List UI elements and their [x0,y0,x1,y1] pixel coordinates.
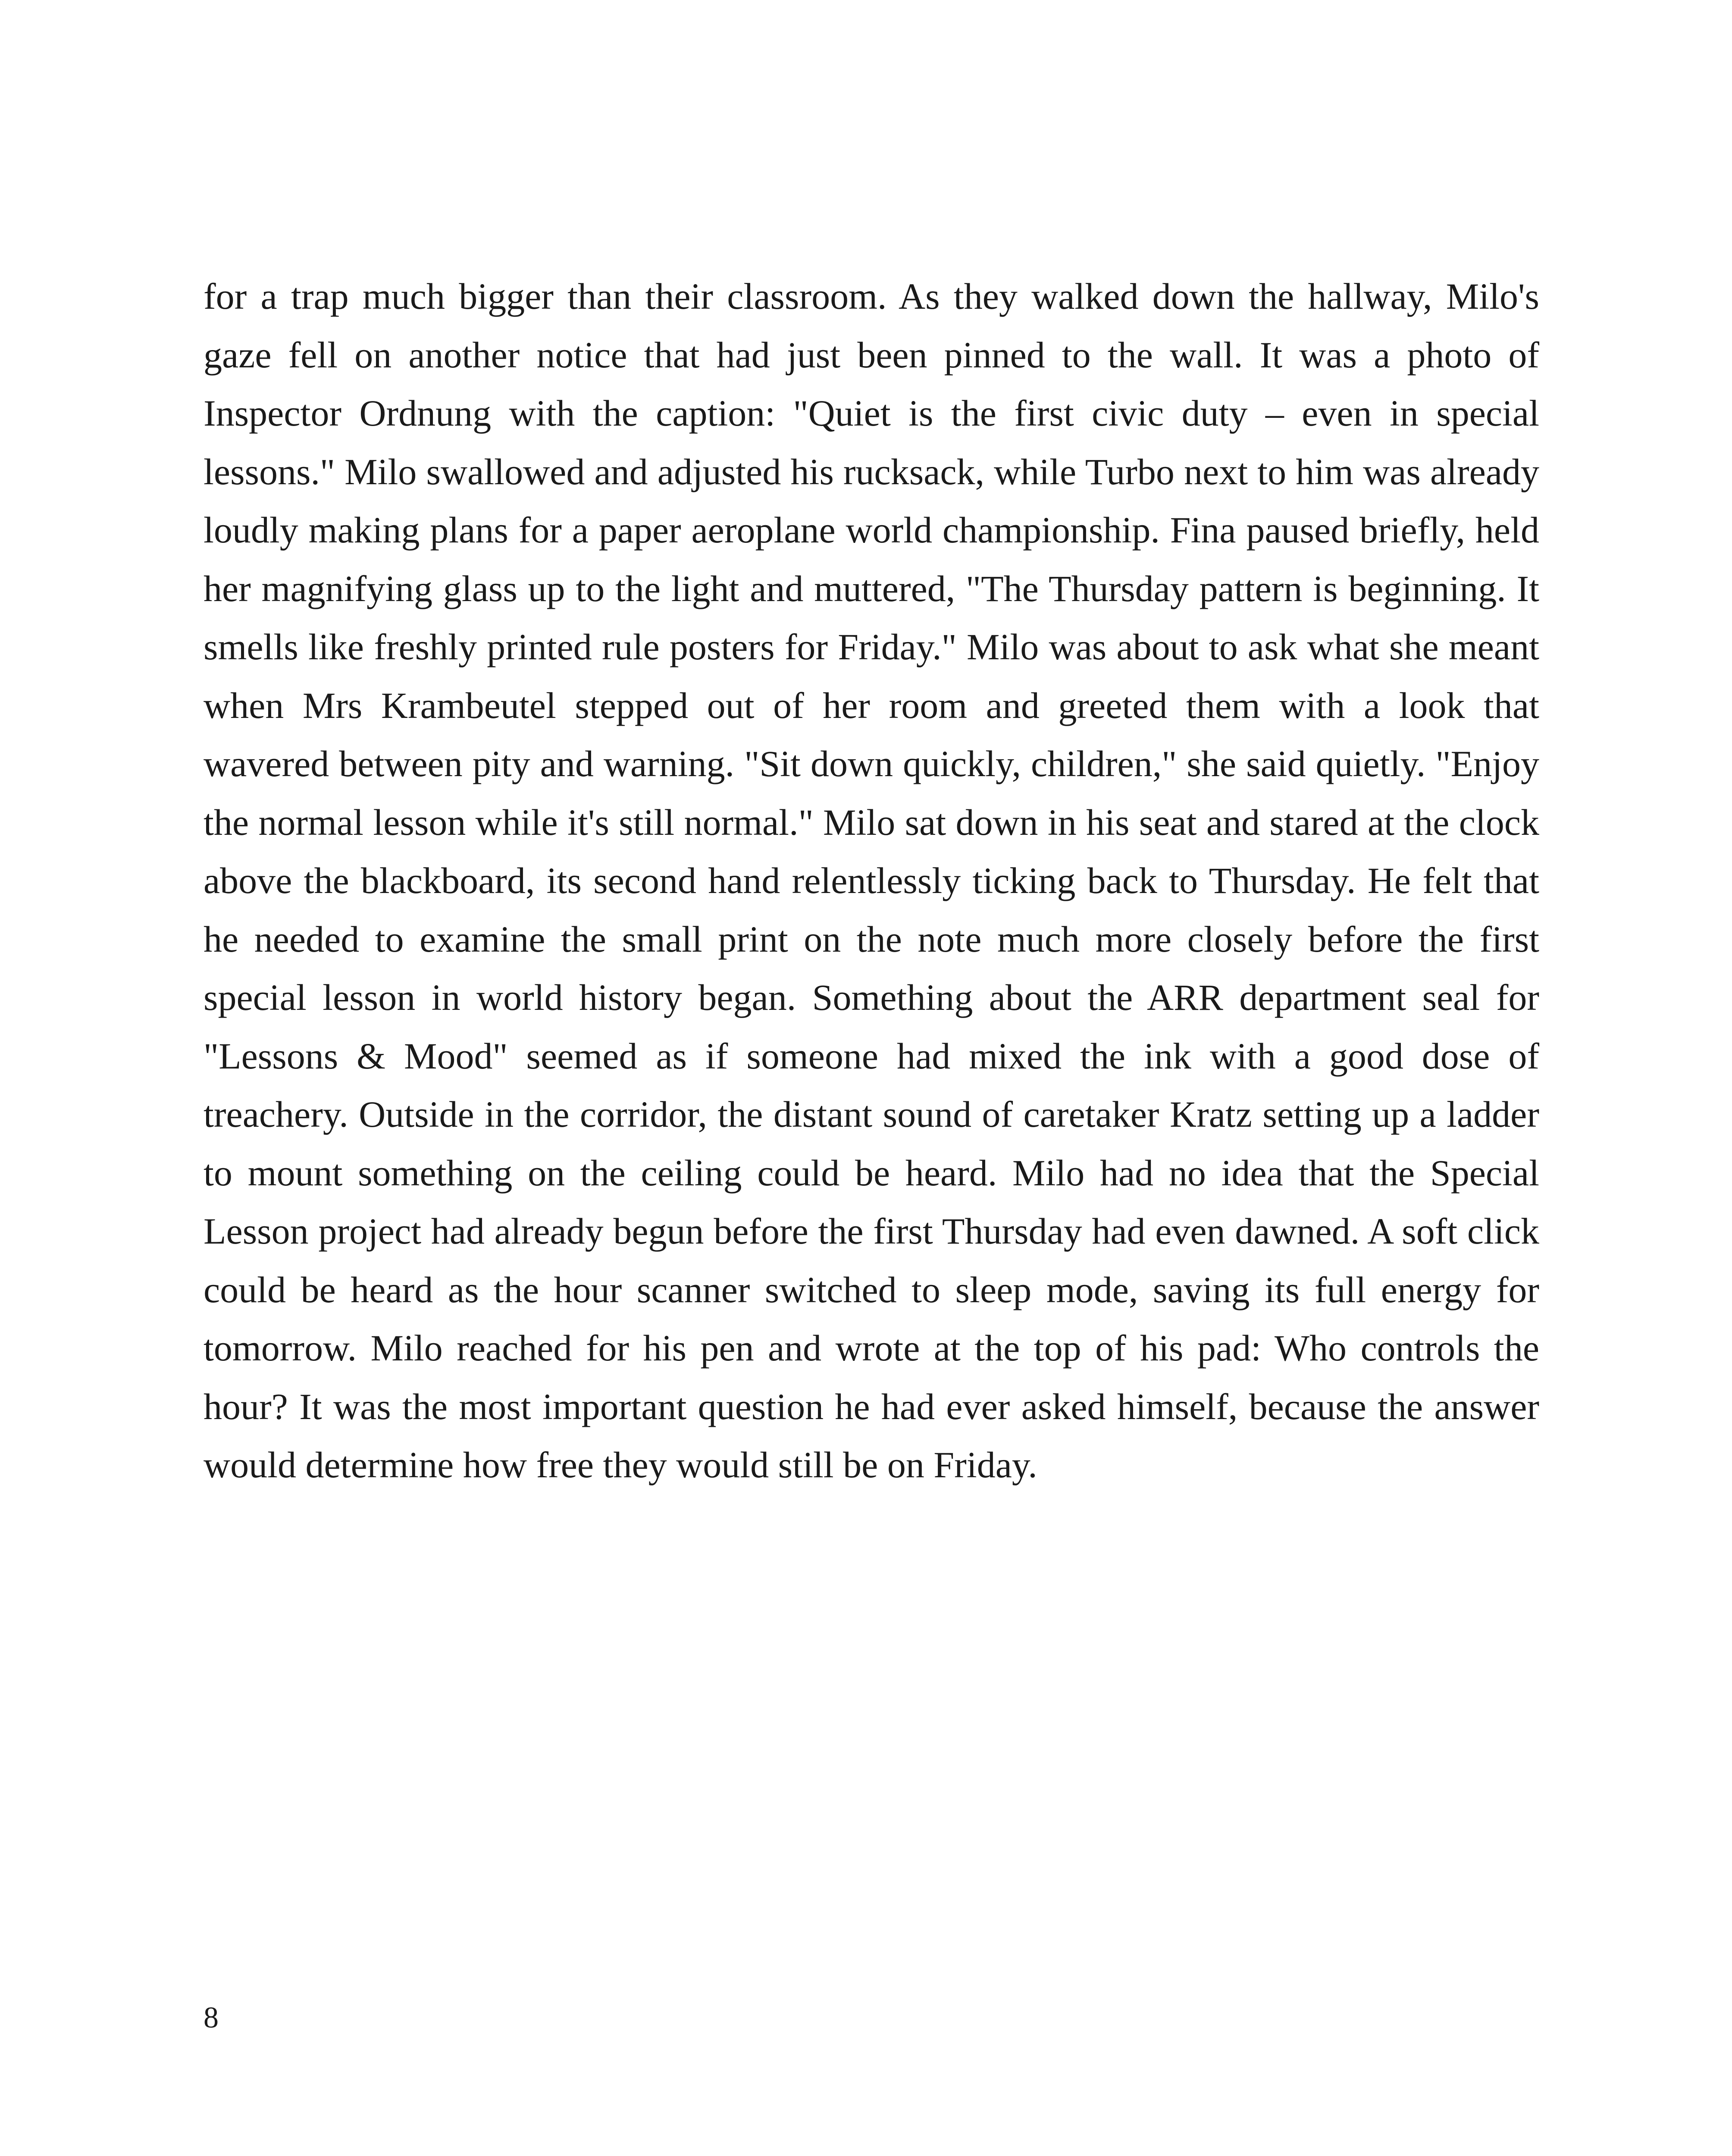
page-number: 8 [204,2001,219,2034]
body-paragraph: for a trap much bigger than their classroom. As they walked down the hallway, Milo's gaze fell on another notice that had just been pinned to the wall. It was a photo of Inspector Ordnung with the caption: "Quiet is the first civic duty – even in special lessons." Milo swallowed and adjusted his rucksack, while Turbo next to him was already loudly making plans for a paper aeroplane world championship. Fina paused briefly, held her magnifying glass up to the light and muttered, "The Thursday pattern is beginning. It smells like freshly printed rule posters for Friday." Milo was about to ask what she meant when Mrs Krambeutel stepped out of her room and greeted them with a look that wavered between pity and warning. "Sit down quickly, children," she said quietly. "Enjoy the normal lesson while it's still normal." Milo sat down in his seat and stared at the clock above the blackboard, its second hand relentlessly ticking back to Thursday. He felt that he needed to examine the small print on the note much more closely before the first special lesson in world history began. Something about the ARR department seal for "Lessons & Mood" seemed as if someone had mixed the ink with a good dose of treachery. Outside in the corridor, the distant sound of caretaker Kratz setting up a ladder to mount something on the ceiling could be heard. Milo had no idea that the Special Lesson project had already begun before the first Thursday had even dawned. A soft click could be heard as the hour scanner switched to sleep mode, saving its full energy for tomorrow. Milo reached for his pen and wrote at the top of his pad: Who controls the hour? It was the most important question he had ever asked himself, because the answer would determine how free they would still be on Friday. [204,276,1539,1485]
